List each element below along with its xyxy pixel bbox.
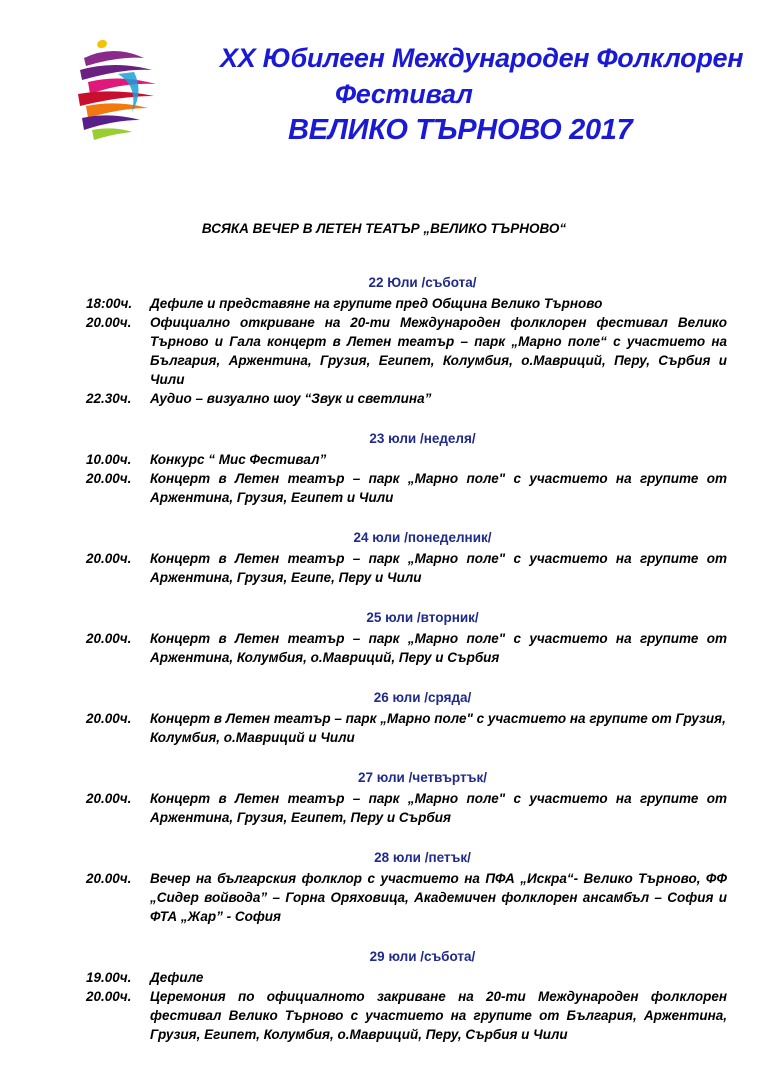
event-row [86,987,727,1044]
event-row [86,469,727,507]
day-heading: 26 юли /сряда/ [373,690,472,705]
event-time: 20.00ч. [86,631,132,646]
schedule [86,273,727,1065]
event-row [86,450,727,469]
event-description: Аудио – визуално шоу “Звук и светлина” [150,391,432,406]
event-row [86,968,727,987]
day-heading: 27 юли /четвъртък/ [358,770,487,785]
event-description: Официално откриване на 20-ти Международен фолклорен фестивал Велико Търново и Гала концерт в Летен театър – парк „Марно поле“ с участието на България, Аржентина, Грузия, Египет, Колумбия, о.Мавриций, Перу, Сърбия и Чили [150,315,727,387]
event-time: 20.00ч. [86,471,132,486]
event-description: Концерт в Летен театър – парк „Марно поле" с участието на групите от Аржентина, Колумбия, о.Мавриций, Перу и Сърбия [150,631,727,665]
title-line-3: ВЕЛИКО ТЪРНОВО 2017 [288,114,633,146]
event-description: Концерт в Летен театър – парк „Марно поле" с участието на групите от Грузия, Колумбия, о.Мавриций и Чили [150,711,726,745]
day-block [86,273,727,408]
event-row [86,389,727,408]
event-row [86,869,727,926]
title-line-1: XX Юбилеен Международен Фолклорен [220,43,744,73]
day-block [86,528,727,587]
event-row [86,549,727,587]
event-time: 19.00ч. [86,970,132,985]
event-description: Дефиле [150,970,204,985]
title-line-2: Фестивал [335,79,473,109]
event-time: 20.00ч. [86,315,132,330]
event-description: Церемония по официалното закриване на 20-ти Международен фолклорен фестивал Велико Търново с участието на групите от България, Аржентина, Грузия, Египет, Колумбия, о.Мавриций, Перу, Сърбия и Чили [150,989,727,1042]
day-heading: 22 Юли /събота/ [368,275,477,290]
day-heading: 23 юли /неделя/ [369,431,476,446]
event-row [86,789,727,827]
event-description: Концерт в Летен театър – парк „Марно поле" с участието на групите от Аржентина, Грузия, Египет и Чили [150,471,727,505]
event-row [86,709,727,747]
event-description: Концерт в Летен театър – парк „Марно поле" с участието на групите от Аржентина, Грузия, Египет, Перу и Сърбия [150,791,727,825]
event-time: 22.30ч. [86,391,132,406]
day-block [86,608,727,667]
day-block [86,768,727,827]
event-time: 20.00ч. [86,791,132,806]
event-row [86,629,727,667]
event-time: 20.00ч. [86,551,132,566]
event-row [86,313,727,389]
day-block [86,688,727,747]
event-time: 18:00ч. [86,296,133,311]
event-description: Вечер на българския фолклор с участието на ПФА „Искра“- Велико Търново, ФФ „Сидер войвода” – Горна Оряховица, Академичен фолклорен ансамбъл – София и ФТА „Жар” - София [150,871,727,924]
day-block [86,848,727,926]
event-time: 20.00ч. [86,871,132,886]
event-description: Концерт в Летен театър – парк „Марно поле" с участието на групите от Аржентина, Грузия, Египе, Перу и Чили [150,551,727,585]
day-block [86,947,727,1044]
event-time: 20.00ч. [86,989,132,1004]
day-block [86,429,727,507]
event-time: 20.00ч. [86,711,132,726]
event-description: Дефиле и представяне на групите пред Община Велико Търново [150,296,603,311]
event-description: Конкурс “ Мис Фестивал” [150,452,327,467]
festival-title [150,40,748,148]
subtitle: ВСЯКА ВЕЧЕР В ЛЕТЕН ТЕАТЪР „ВЕЛИКО ТЪРНОВО“ [201,221,567,236]
day-heading: 28 юли /петък/ [374,850,471,865]
event-time: 10.00ч. [86,452,132,467]
day-heading: 25 юли /вторник/ [366,610,479,625]
event-row [86,294,727,313]
day-heading: 24 юли /понеделник/ [353,530,492,545]
day-heading: 29 юли /събота/ [369,949,476,964]
